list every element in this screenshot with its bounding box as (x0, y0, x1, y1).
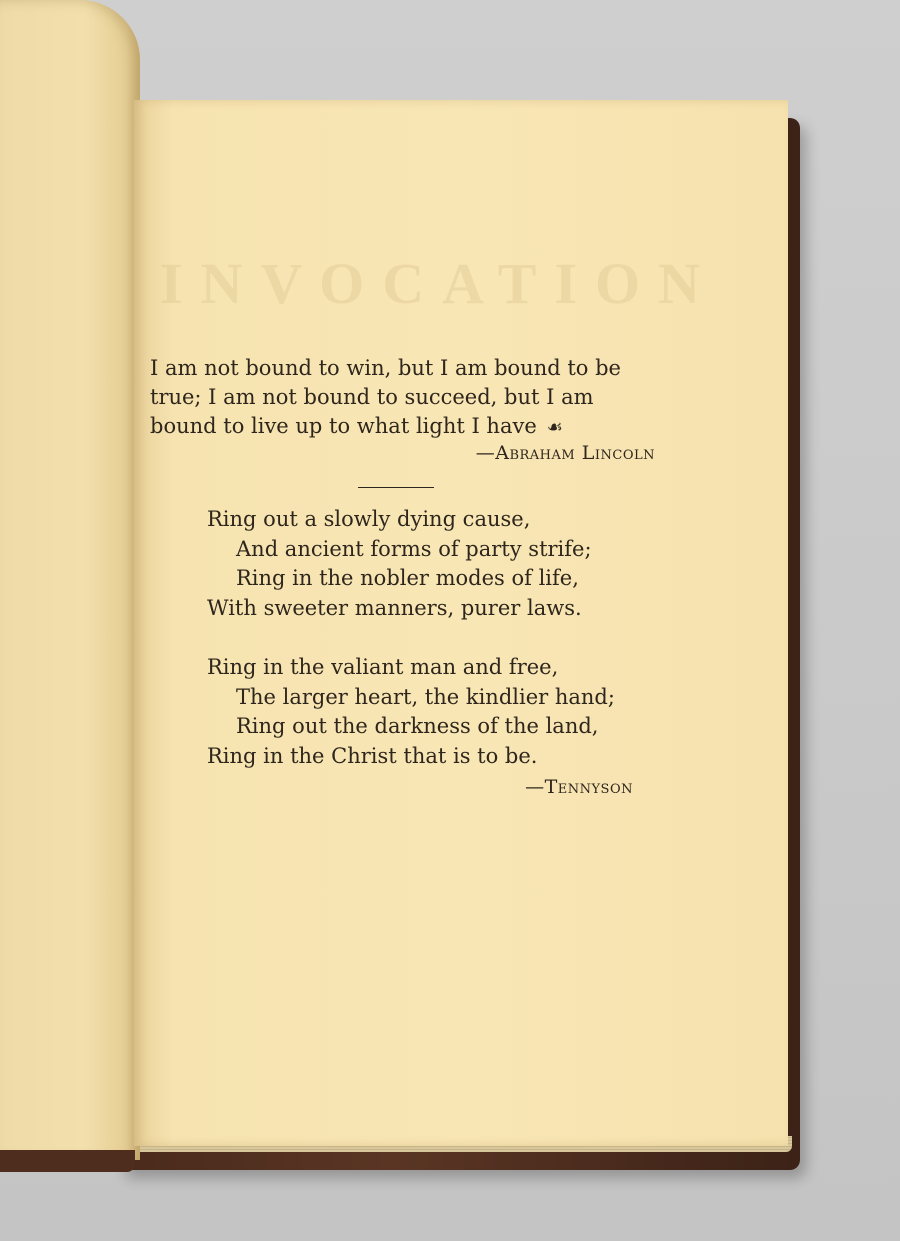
quote-line: true; I am not bound to succeed, but I am (150, 385, 594, 409)
lincoln-quote (150, 354, 655, 468)
poem-line: Ring out the darkness of the land, (236, 714, 599, 738)
stanza-gap (207, 623, 667, 653)
poem-line: With sweeter manners, purer laws. (207, 595, 582, 620)
poem-line: Ring in the Christ that is to be. (207, 743, 538, 768)
fleuron-icon: ☙ (546, 417, 563, 438)
quote-line: bound to live up to what light I have ☙ (150, 414, 563, 438)
poem-line: Ring out a slowly dying cause, (207, 507, 531, 531)
left-cover-edge (0, 1150, 135, 1172)
show-through-title: INVOCATION (160, 251, 719, 316)
quote-attribution: —Abraham Lincoln (475, 442, 655, 464)
quote-line: I am not bound to win, but I am bound to be (150, 356, 621, 380)
divider-rule (358, 487, 434, 488)
poem-line: Ring in the nobler modes of life, (236, 566, 579, 590)
left-page (0, 0, 140, 1160)
tennyson-poem (207, 505, 667, 803)
poem-line: And ancient forms of party strife; (236, 536, 592, 561)
poem-line: The larger heart, the kindlier hand; (236, 684, 615, 709)
poem-line: Ring in the valiant man and free, (207, 655, 559, 679)
poem-attribution: —Tennyson (525, 776, 633, 798)
